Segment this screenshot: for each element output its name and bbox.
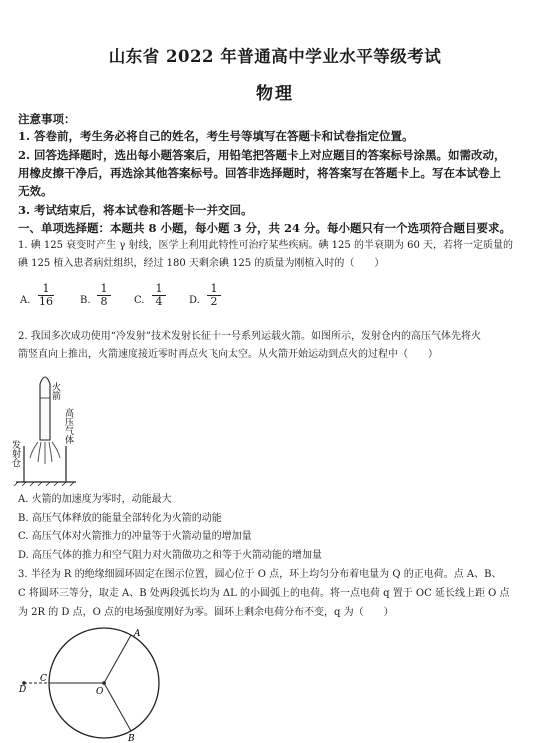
label-d: D: [19, 685, 27, 695]
q2-option-a: A. 火箭的加速度为零时，动能最大: [18, 494, 172, 505]
q1-option-a-numerator: 1: [38, 283, 54, 296]
label-b: B: [128, 734, 135, 743]
q1-option-a-denominator: 16: [39, 295, 53, 308]
q1-option-a-letter: A.: [20, 295, 31, 306]
note-2-line-3: 无效。: [18, 184, 53, 198]
q1-stem-line-1: 1. 碘 125 衰变时产生 γ 射线，医学上利用此特性可治疗某些疾病。碘 125 的半衰期为 60 天，若将一定质量的: [18, 240, 514, 251]
q1-option-b-denominator: 8: [100, 295, 108, 308]
q1-stem-line-2: 碘 125 植入患者病灶组织，经过 180 天剩余碘 125 的质量为刚植入时的（ ）: [18, 258, 385, 269]
q1-option-b-letter: B.: [80, 295, 91, 306]
q1-option-c-denominator: 4: [155, 295, 163, 308]
q3-stem-line-3: 为 2R 的 D 点，O 点的电场强度刚好为零。圆环上剩余电荷分布不变，q 为（ ）: [18, 607, 394, 618]
note-1: 1. 答卷前，考生务必将自己的姓名，考生号等填写在答题卡和试卷指定位置。: [18, 129, 414, 143]
ground-hatch: [14, 482, 74, 486]
rocket-body: [40, 377, 50, 440]
label-a: A: [134, 629, 141, 639]
q1-option-d-fraction: [207, 283, 221, 308]
note-2-line-1: 2. 回答选择题时，选出每小题答案后，用铅笔把答题卡上对应题目的答案标号涂黑。如需改动，: [18, 148, 506, 162]
q2-stem-line-1: 2. 我国多次成功使用“冷发射”技术发射长征十一号系列运载火箭。如图所示，发射仓内的高压气体先将火: [18, 331, 481, 342]
q1-option-d-letter: D.: [189, 295, 200, 306]
gas-stream: [30, 442, 60, 464]
q3-ring-figure: [10, 624, 170, 743]
label-gas: 高压气体: [63, 408, 73, 444]
label-o: O: [96, 687, 104, 697]
label-c: C: [40, 674, 47, 684]
label-silo: 发射仓: [10, 440, 20, 467]
q1-option-b-fraction: [97, 283, 111, 308]
q3-stem-line-2: C 将圆环三等分，取走 A、B 处两段弧长均为 ΔL 的小圆弧上的电荷。将一点电荷 q 置于 OC 延长线上距 O 点: [18, 588, 510, 599]
q2-option-c: C. 高压气体对火箭推力的冲量等于火箭动量的增加量: [18, 531, 252, 542]
label-rocket: 火箭: [50, 382, 60, 400]
subject-title: 物理: [256, 84, 294, 104]
q1-option-c-fraction: [152, 283, 166, 308]
radius-oa: [104, 635, 131, 683]
notes-heading: 注意事项：: [18, 112, 76, 126]
note-3: 3. 考试结束后，将本试卷和答题卡一并交回。: [18, 203, 253, 217]
q1-option-a-fraction: [38, 283, 54, 308]
section-1-heading: 一、单项选择题：本题共 8 小题，每小题 3 分，共 24 分。每小题只有一个选项符合题目要求。: [18, 221, 512, 235]
q2-rocket-figure: [10, 364, 104, 488]
radius-ob: [104, 683, 131, 731]
q1-option-c-letter: C.: [134, 295, 145, 306]
q2-option-d: D. 高压气体的推力和空气阻力对火箭做功之和等于火箭动能的增加量: [18, 550, 323, 561]
q1-option-d-denominator: 2: [210, 295, 218, 308]
q2-stem-line-2: 箭竖直向上推出，火箭速度接近零时再点火飞向太空。从火箭开始运动到点火的过程中（ ）: [18, 349, 438, 360]
q1-option-b-numerator: 1: [97, 283, 111, 296]
point-o: [102, 681, 106, 685]
q3-stem-line-1: 3. 半径为 R 的绝缘细圆环固定在图示位置，圆心位于 O 点，环上均匀分布着电量为 Q 的正电荷。点 A、B、: [18, 569, 502, 580]
exam-title: 山东省 2022 年普通高中学业水平等级考试: [108, 47, 442, 66]
note-2-line-2: 用橡皮擦干净后，再选涂其他答案标号。回答非选择题时，将答案写在答题卡上。写在本试卷上: [18, 166, 501, 180]
q1-option-d-numerator: 1: [207, 283, 221, 296]
q1-option-c-numerator: 1: [152, 283, 166, 296]
q2-option-b: B. 高压气体释放的能量全部转化为火箭的动能: [18, 513, 222, 524]
